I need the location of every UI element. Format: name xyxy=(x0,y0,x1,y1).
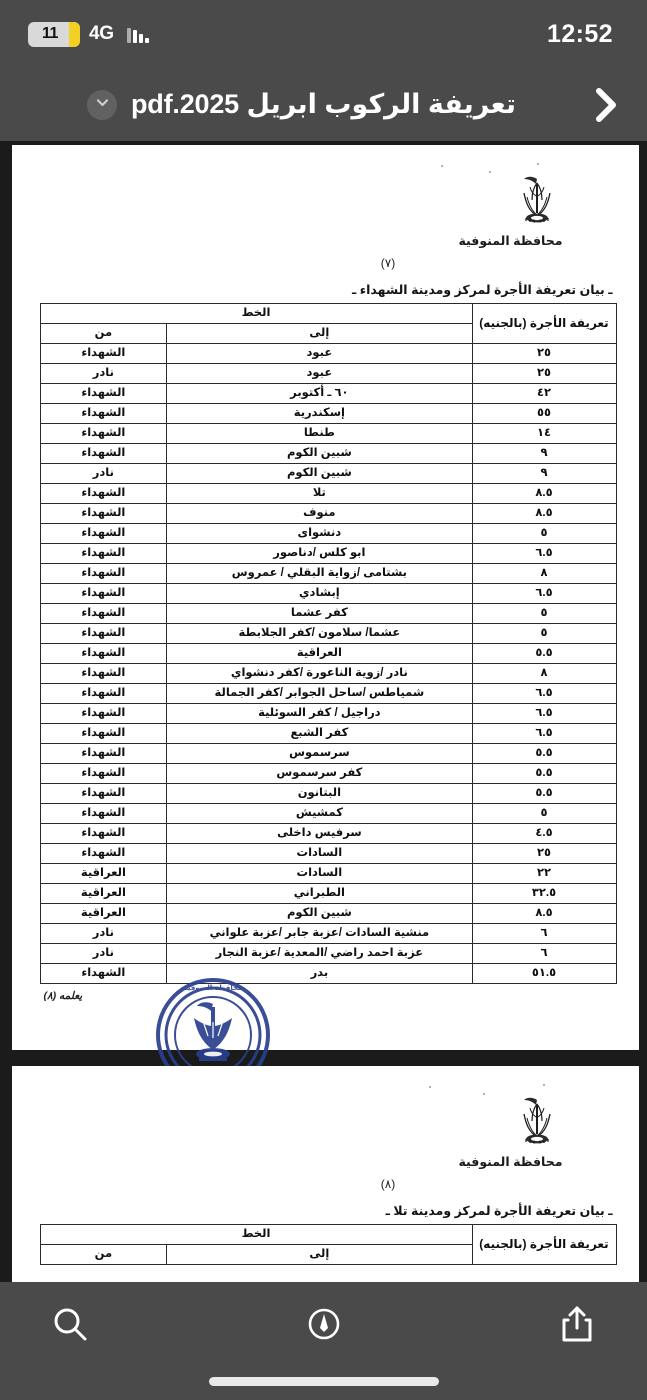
from-cell: الشهداء xyxy=(40,664,167,684)
fare-cell: ٦.٥ xyxy=(472,724,616,744)
page-1-footnote: يعلمه (٨) xyxy=(43,990,83,1002)
table-row xyxy=(40,484,616,504)
page-1-number: (٧) xyxy=(380,256,396,270)
document-scroll-area[interactable] xyxy=(0,141,647,1282)
home-indicator[interactable] xyxy=(209,1377,439,1386)
table-row xyxy=(40,404,616,424)
share-button[interactable] xyxy=(551,1300,603,1352)
from-cell: نادر xyxy=(40,944,167,964)
header-fare: تعريفة الأجرة (بالجنيه) xyxy=(472,304,616,344)
fare-cell: ٦.٥ xyxy=(472,704,616,724)
to-cell: بشتامى /زواية البقلي / عمروس xyxy=(167,564,472,584)
to-cell: عبود xyxy=(167,344,472,364)
to-cell: عزبة احمد راضي /المعدية /عزبة النجار xyxy=(167,944,472,964)
fare-table-page-1 xyxy=(40,303,617,984)
fare-cell: ٤٢ xyxy=(472,384,616,404)
fare-cell: ٦ xyxy=(472,924,616,944)
to-cell: عبود xyxy=(167,364,472,384)
page-2-number: (٨) xyxy=(380,1177,396,1191)
table-row xyxy=(40,584,616,604)
fare-cell: ٨ xyxy=(472,664,616,684)
from-cell: الشهداء xyxy=(40,824,167,844)
to-cell: كمشيش xyxy=(167,804,472,824)
fare-cell: ٦.٥ xyxy=(472,584,616,604)
from-cell: الشهداء xyxy=(40,764,167,784)
svg-text:محافظة المنوفية: محافظة المنوفية xyxy=(183,984,242,992)
fare-cell: ٥.٥ xyxy=(472,744,616,764)
scan-artifacts xyxy=(12,163,609,177)
fare-cell: ٥.٥ xyxy=(472,764,616,784)
to-cell: إبشادي xyxy=(167,584,472,604)
page-2-title: ـ بيان تعريفة الأجرة لمركز ومدينة تلا ـ xyxy=(385,1204,613,1218)
from-cell: نادر xyxy=(40,464,167,484)
table-row xyxy=(40,784,616,804)
signal-bars-icon xyxy=(127,26,149,43)
header-to: إلى xyxy=(167,1245,472,1265)
header-to: إلى xyxy=(167,324,472,344)
from-cell: الشهداء xyxy=(40,844,167,864)
fare-cell: ٣٢.٥ xyxy=(472,884,616,904)
status-bar-left xyxy=(28,22,149,47)
markup-pen-icon xyxy=(304,1304,344,1349)
fare-cell: ٥ xyxy=(472,804,616,824)
from-cell: الشهداء xyxy=(40,644,167,664)
bottom-toolbar xyxy=(0,1282,647,1400)
table-row xyxy=(40,684,616,704)
fare-cell: ٦.٥ xyxy=(472,684,616,704)
fare-cell: ٥.٥ xyxy=(472,784,616,804)
fare-cell: ٥١.٥ xyxy=(472,964,616,984)
table-row xyxy=(40,924,616,944)
to-cell: بدر xyxy=(167,964,472,984)
fare-cell: ٨.٥ xyxy=(472,904,616,924)
to-cell: إسكندرية xyxy=(167,404,472,424)
to-cell: البتانون xyxy=(167,784,472,804)
from-cell: الشهداء xyxy=(40,384,167,404)
from-cell: الشهداء xyxy=(40,544,167,564)
search-button[interactable] xyxy=(44,1300,96,1352)
from-cell: الشهداء xyxy=(40,524,167,544)
fare-cell: ٢٥ xyxy=(472,844,616,864)
to-cell: دراجيل / كفر السوئلية xyxy=(167,704,472,724)
from-cell: الشهداء xyxy=(40,724,167,744)
fare-cell: ٥ xyxy=(472,604,616,624)
share-icon xyxy=(557,1303,597,1350)
fare-cell: ٩ xyxy=(472,444,616,464)
from-cell: الشهداء xyxy=(40,444,167,464)
to-cell: الطبراني xyxy=(167,884,472,904)
from-cell: الشهداء xyxy=(40,964,167,984)
to-cell: العراقية xyxy=(167,644,472,664)
from-cell: نادر xyxy=(40,924,167,944)
to-cell: نادر /زوية الناعورة /كفر دنشواي xyxy=(167,664,472,684)
to-cell: ٦٠ ـ أكتوبر xyxy=(167,384,472,404)
to-cell: كفر سرسموس xyxy=(167,764,472,784)
table-row xyxy=(40,764,616,784)
table-row xyxy=(40,904,616,924)
to-cell: ابو كلس /دناصور xyxy=(167,544,472,564)
to-cell: السادات xyxy=(167,864,472,884)
page-separator xyxy=(0,1050,647,1066)
from-cell: الشهداء xyxy=(40,484,167,504)
to-cell: سرفيس داخلى xyxy=(167,824,472,844)
battery-icon xyxy=(28,22,80,47)
table-row xyxy=(40,364,616,384)
fare-cell: ٦ xyxy=(472,944,616,964)
table-row xyxy=(40,704,616,724)
table-row xyxy=(40,884,616,904)
nav-bar xyxy=(0,68,647,141)
to-cell: شمياطس /ساحل الجوابر /كفر الجمالة xyxy=(167,684,472,704)
table-row xyxy=(40,444,616,464)
table-row xyxy=(40,384,616,404)
document-title: تعريفة الركوب ابريل pdf.2025 xyxy=(131,89,516,119)
to-cell: كفر عشما xyxy=(167,604,472,624)
fare-cell: ٦.٥ xyxy=(472,544,616,564)
table-row xyxy=(40,344,616,364)
to-cell: دنشواى xyxy=(167,524,472,544)
header-fare: تعريفة الأجرة (بالجنيه) xyxy=(472,1225,616,1265)
status-bar xyxy=(0,0,647,68)
chevron-down-icon xyxy=(94,94,111,116)
from-cell: نادر xyxy=(40,364,167,384)
fare-cell: ٨.٥ xyxy=(472,484,616,504)
back-button[interactable] xyxy=(585,83,629,127)
to-cell: كفر الشبع xyxy=(167,724,472,744)
from-cell: الشهداء xyxy=(40,624,167,644)
from-cell: الشهداء xyxy=(40,704,167,724)
table-row xyxy=(40,624,616,644)
table-header-group-row xyxy=(40,304,616,324)
document-page-2[interactable] xyxy=(9,1066,639,1282)
to-cell: السادات xyxy=(167,844,472,864)
from-cell: العراقية xyxy=(40,904,167,924)
header-route-group: الخط xyxy=(40,304,472,324)
fare-cell: ٢٢ xyxy=(472,864,616,884)
to-cell: شبين الكوم xyxy=(167,904,472,924)
fare-cell: ٢٥ xyxy=(472,364,616,384)
from-cell: الشهداء xyxy=(40,604,167,624)
table-row xyxy=(40,524,616,544)
scan-artifacts-2 xyxy=(12,1084,609,1098)
from-cell: الشهداء xyxy=(40,564,167,584)
fare-cell: ٥٥ xyxy=(472,404,616,424)
from-cell: الشهداء xyxy=(40,424,167,444)
fare-cell: ٨.٥ xyxy=(472,504,616,524)
from-cell: الشهداء xyxy=(40,784,167,804)
table-row xyxy=(40,804,616,824)
page-2-crest xyxy=(40,1066,617,1169)
document-page-1[interactable] xyxy=(9,145,639,1050)
header-from: من xyxy=(40,324,167,344)
to-cell: منشية السادات /عزبة جابر /عزبة علواني xyxy=(167,924,472,944)
fare-cell: ٨ xyxy=(472,564,616,584)
chevron-right-icon xyxy=(593,83,621,127)
table-row xyxy=(40,944,616,964)
to-cell: عشما/ سلامون /كفر الجلابطة xyxy=(167,624,472,644)
table-row xyxy=(40,864,616,884)
network-type-label: 4G xyxy=(89,23,114,44)
fare-cell: ٩ xyxy=(472,464,616,484)
to-cell: سرسموس xyxy=(167,744,472,764)
fare-table-page-2 xyxy=(40,1224,617,1265)
fare-cell: ٥.٥ xyxy=(472,644,616,664)
table-row xyxy=(40,964,616,984)
table-row xyxy=(40,464,616,484)
table-row xyxy=(40,604,616,624)
from-cell: الشهداء xyxy=(40,404,167,424)
to-cell: شبين الكوم xyxy=(167,464,472,484)
fare-cell: ٥ xyxy=(472,624,616,644)
from-cell: الشهداء xyxy=(40,504,167,524)
table-header-group-row xyxy=(40,1225,616,1245)
table-row xyxy=(40,424,616,444)
table-row xyxy=(40,504,616,524)
table-row xyxy=(40,744,616,764)
table-row xyxy=(40,824,616,844)
table-row xyxy=(40,544,616,564)
fare-cell: ٥ xyxy=(472,524,616,544)
table-row xyxy=(40,664,616,684)
title-dropdown-button[interactable] xyxy=(87,90,117,120)
header-from: من xyxy=(40,1245,167,1265)
page-1-title: ـ بيان تعريفة الأجرة لمركز ومدينة الشهداء ـ xyxy=(352,283,613,297)
to-cell: تلا xyxy=(167,484,472,504)
fare-cell: ١٤ xyxy=(472,424,616,444)
from-cell: الشهداء xyxy=(40,344,167,364)
battery-level-label: 11 xyxy=(42,25,58,42)
fare-cell: ٤.٥ xyxy=(472,824,616,844)
status-bar-clock: 12:52 xyxy=(547,19,613,48)
table-row xyxy=(40,724,616,744)
document-title-group[interactable] xyxy=(24,89,585,120)
to-cell: طنطا xyxy=(167,424,472,444)
fare-cell: ٢٥ xyxy=(472,344,616,364)
search-icon xyxy=(50,1304,90,1349)
table-row xyxy=(40,844,616,864)
from-cell: الشهداء xyxy=(40,744,167,764)
to-cell: شبين الكوم xyxy=(167,444,472,464)
table-row xyxy=(40,564,616,584)
header-route-group: الخط xyxy=(40,1225,472,1245)
from-cell: العراقية xyxy=(40,884,167,904)
from-cell: الشهداء xyxy=(40,584,167,604)
from-cell: العراقية xyxy=(40,864,167,884)
table-row xyxy=(40,644,616,664)
from-cell: الشهداء xyxy=(40,804,167,824)
page-1-crest xyxy=(40,145,617,248)
fare-table-body-page-1 xyxy=(40,344,616,984)
from-cell: الشهداء xyxy=(40,684,167,704)
crest-caption: محافظة المنوفية xyxy=(458,234,563,248)
to-cell: منوف xyxy=(167,504,472,524)
markup-button[interactable] xyxy=(298,1300,350,1352)
crest-caption: محافظة المنوفية xyxy=(458,1155,563,1169)
